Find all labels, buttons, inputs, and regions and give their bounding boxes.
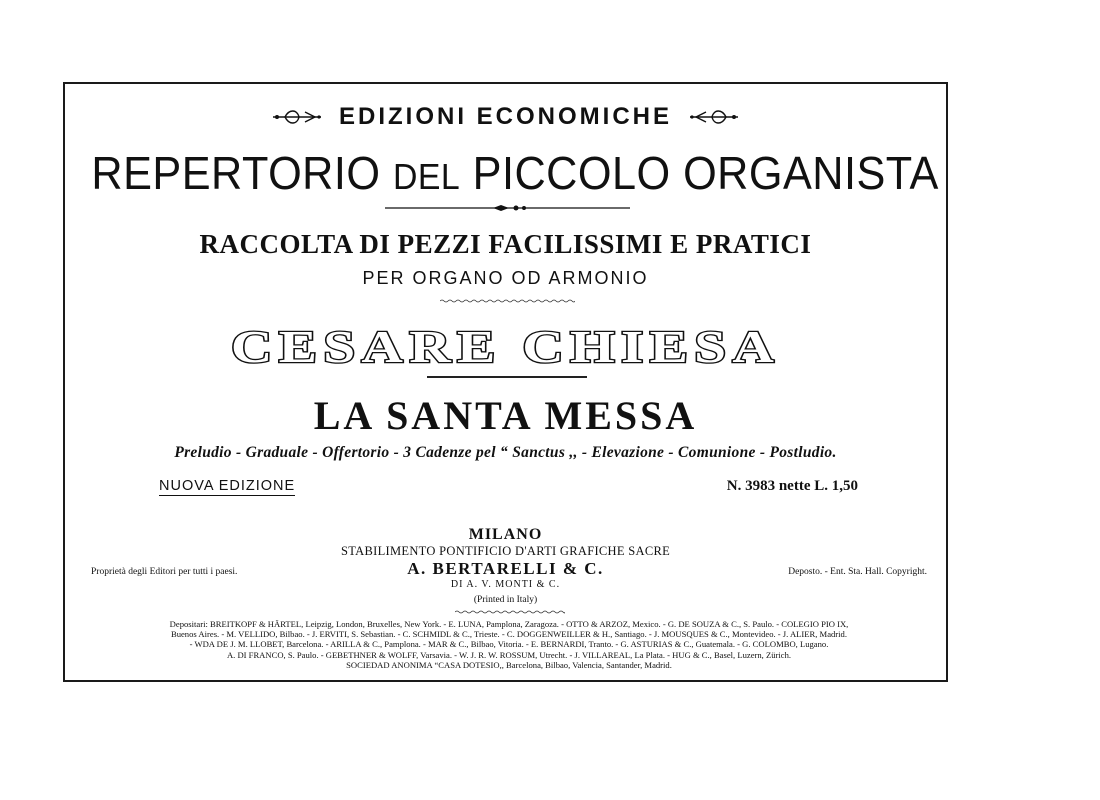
wavy-rule-icon — [455, 610, 565, 614]
divider-ornament-icon — [385, 204, 630, 212]
edition-label: NUOVA EDIZIONE — [159, 478, 296, 494]
series-title: EDIZIONI ECONOMICHE — [338, 103, 672, 130]
publisher-city: MILANO — [468, 526, 543, 543]
collection-subtitle: RACCOLTA DI PEZZI FACILISSIMI E PRATICI — [199, 229, 812, 259]
catalog-number: N. 3983 nette L. 1,50 — [726, 478, 858, 494]
divider-line — [427, 376, 587, 378]
depositaries-line: A. DI FRANCO, S. Paulo. - GEBETHNER & WOLFF, Varsavia. - W. J. R. W. ROSSUM, Utrecht. - J. VILLAREAL, La Plata. - HUG & C., Basel, Luzern, Zürich. — [226, 649, 792, 660]
depositaries-line: - WDA DE J. M. LLOBET, Barcelona. - ARILLA & C., Pamplona. - MAR & C., Bilbao, Vitoria. - E. BERNARDI, Tranto. - G. ASTURIAS & C., Guatemala. - G. COLOMBO, Lugano. — [189, 639, 829, 650]
title-part-1: REPERTORIO — [91, 147, 381, 199]
work-title: LA SANTA MESSA — [313, 393, 698, 438]
publisher-successor: DI A. V. MONTI & C. — [450, 579, 561, 590]
series-header — [65, 102, 946, 132]
publisher-establishment: STABILIMENTO PONTIFICIO D'ARTI GRAFICHE SACRE — [340, 544, 671, 558]
depositaries-line: Depositari: BREITKOPF & HÄRTEL, Leipzig, London, Bruxelles, New York. - E. LUNA, Pamplona, Zaragoza. - OTTO & ARZOZ, Mexico. - G. DE SOUZA & C., S. Paulo. - COLEGIO PIO IX, — [169, 619, 849, 629]
left-ornament-icon — [271, 106, 325, 128]
rights-notice: Proprietà degli Editori per tutti i paesi. — [91, 567, 238, 577]
collection-title — [91, 146, 939, 200]
depositaries-list — [91, 619, 927, 670]
printed-in-note: (Printed in Italy) — [473, 595, 538, 605]
title-part-2: PICCOLO ORGANISTA — [472, 147, 939, 199]
copyright-notice: Deposto. - Ent. Sta. Hall. Copyright. — [788, 567, 927, 577]
composer-name: CESARE CHIESA — [230, 321, 781, 372]
instrument-line: PER ORGANO OD ARMONIO — [362, 268, 649, 288]
depositaries-line: Buenos Aires. - M. VELLIDO, Bilbao. - J. ERVITI, S. Sebastian. - C. SCHMIDL & C., Trieste. - C. DOGGENWEILLER & H., Santiago. - J. MOUSQUES & C., Montevideo. - J. ALIER, Madrid. — [170, 629, 848, 640]
contents-list: Preludio - Graduale - Offertorio - 3 Cadenze pel “ Sanctus ,, - Elevazione - Comunione - Postludio. — [174, 444, 837, 461]
right-ornament-icon — [686, 106, 740, 128]
publisher-name: A. BERTARELLI & C. — [407, 559, 604, 578]
wavy-rule-icon — [440, 299, 575, 303]
depositaries-line: SOCIEDAD ANONIMA “CASA DOTESIO,, Barcelona, Bilbao, Valencia, Santander, Madrid. — [346, 659, 672, 670]
title-del: DEL — [392, 156, 461, 197]
title-page-frame — [63, 82, 948, 682]
